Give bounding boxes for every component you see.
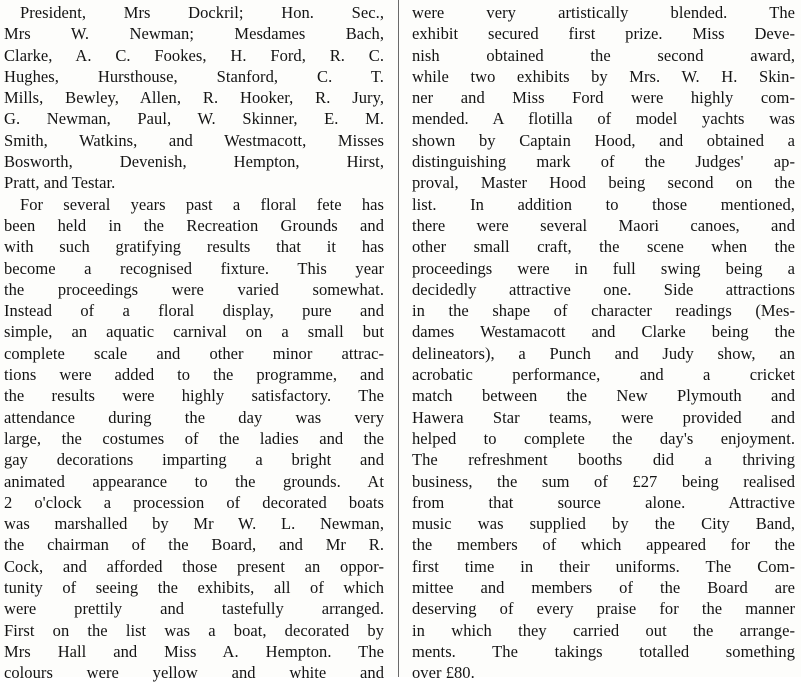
text-line: animated appearance to the grounds. At: [4, 471, 384, 491]
text-line: Mills, Bewley, Allen, R. Hooker, R. Jury,: [4, 88, 384, 108]
text-line: over £80.: [412, 663, 475, 683]
text-line: mended. A flotilla of model yachts was: [412, 109, 795, 129]
text-line: Clarke, A. C. Fookes, H. Ford, R. C.: [4, 45, 384, 65]
text-line: Instead of a floral display, pure and: [4, 301, 384, 321]
text-line: Mrs W. Newman; Mesdames Bach,: [4, 24, 384, 44]
text-line: from that source alone. Attractive: [412, 492, 795, 512]
text-line: Smith, Watkins, and Westmacott, Misses: [4, 130, 384, 150]
text-line: while two exhibits by Mrs. W. H. Skin-: [412, 66, 795, 86]
text-line: For several years past a floral fete has: [20, 194, 384, 214]
text-line: ments. The takings totalled something: [412, 641, 795, 661]
text-line: attendance during the day was very: [4, 407, 384, 427]
text-line: 2 o'clock a procession of decorated boats: [4, 492, 384, 512]
text-line: dames Westamacott and Clarke being the: [412, 322, 795, 342]
text-line: there were several Maori canoes, and: [412, 215, 795, 235]
text-line: Bosworth, Devenish, Hempton, Hirst,: [4, 152, 384, 172]
left-column: [4, 2, 384, 684]
text-line: delineators), a Punch and Judy show, an: [412, 343, 795, 363]
text-line: the members of which appeared for the: [412, 535, 795, 555]
text-line: were very artistically blended. The: [412, 3, 795, 22]
text-line: First on the list was a boat, decorated by: [4, 620, 384, 640]
text-line: gay decorations imparting a bright and: [4, 450, 384, 470]
text-line: distinguishing mark of the Judges' ap-: [412, 152, 795, 172]
text-line: become a recognised fixture. This year: [4, 258, 384, 278]
text-line: in the shape of character readings (Mes-: [412, 301, 795, 321]
text-line: other small craft, the scene when the: [412, 237, 795, 257]
text-line: Mrs Hall and Miss A. Hempton. The: [4, 641, 384, 661]
text-line: were prettily and tastefully arranged.: [4, 599, 384, 619]
text-line: acrobatic performance, and a cricket: [412, 365, 795, 385]
text-line: nish obtained the second award,: [412, 45, 795, 65]
text-line: Cock, and afforded those present an oppor-: [4, 556, 384, 576]
text-line: President, Mrs Dockril; Hon. Sec.,: [20, 3, 384, 22]
text-line: business, the sum of £27 being realised: [412, 471, 795, 491]
text-line: music was supplied by the City Band,: [412, 514, 795, 534]
column-divider: [398, 0, 399, 677]
text-line: with such gratifying results that it has: [4, 237, 384, 257]
text-line: complete scale and other minor attrac-: [4, 343, 384, 363]
text-line: was marshalled by Mr W. L. Newman,: [4, 514, 384, 534]
text-line: proval, Master Hood being second on the: [412, 173, 795, 193]
text-line: proceedings were in full swing being a: [412, 258, 795, 278]
text-line: simple, an aquatic carnival on a small but: [4, 322, 384, 342]
text-line: deserving of every praise for the manner: [412, 599, 795, 619]
text-line: in which they carried out the arrange-: [412, 620, 795, 640]
text-line: tunity of seeing the exhibits, all of which: [4, 578, 384, 598]
text-line: G. Newman, Paul, W. Skinner, E. M.: [4, 109, 384, 129]
text-line: Hughes, Hursthouse, Stanford, C. T.: [4, 66, 384, 86]
text-line: tions were added to the programme, and: [4, 365, 384, 385]
text-line: exhibit secured first prize. Miss Deve-: [412, 24, 795, 44]
text-line: large, the costumes of the ladies and the: [4, 428, 384, 448]
text-line: been held in the Recreation Grounds and: [4, 215, 384, 235]
text-line: helped to complete the day's enjoyment.: [412, 428, 795, 448]
text-line: match between the New Plymouth and: [412, 386, 795, 406]
text-line: The refreshment booths did a thriving: [412, 450, 795, 470]
text-line: first time in their uniforms. The Com-: [412, 556, 795, 576]
text-line: shown by Captain Hood, and obtained a: [412, 130, 795, 150]
text-line: mittee and members of the Board are: [412, 578, 795, 598]
text-line: the proceedings were varied somewhat.: [4, 279, 384, 299]
text-line: Hawera Star teams, were provided and: [412, 407, 795, 427]
text-line: list. In addition to those mentioned,: [412, 194, 795, 214]
text-line: the chairman of the Board, and Mr R.: [4, 535, 384, 555]
right-column: [412, 2, 795, 684]
text-line: the results were highly satisfactory. The: [4, 386, 384, 406]
text-line: ner and Miss Ford were highly com-: [412, 88, 795, 108]
text-line: Pratt, and Testar.: [4, 173, 116, 193]
text-line: decidedly attractive one. Side attractions: [412, 279, 795, 299]
text-line: colours were yellow and white and: [4, 663, 384, 683]
